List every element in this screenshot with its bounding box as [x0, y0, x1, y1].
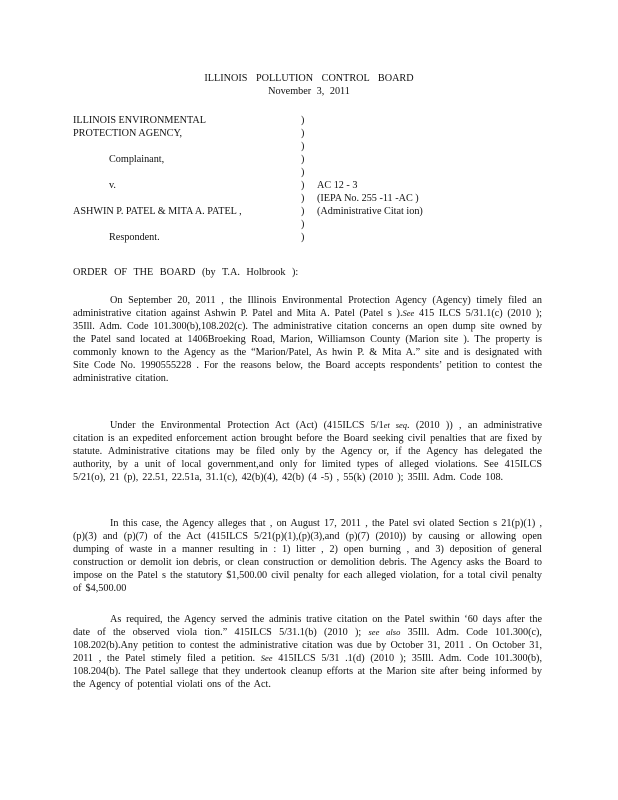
order-date: November 3, 2011 — [268, 86, 350, 97]
caption-line: v. — [109, 180, 116, 191]
caption-paren: ) — [301, 219, 305, 230]
iepa-number: (IEPA No. 255 -11 -AC ) — [317, 193, 419, 204]
paragraph-text: In this case, the Agency alleges that , on August 17, 2011 , the Patel svi olated Section s 21(p)(1) , (p)(3) and (p)(7) of the Act (415ILCS 5/21(p)(1),(p)(3),and (p)(7) (2010)) by causing or allowing open dumping of waste in a manner resulting in : 1) litter , 2) open burning , and 3) deposition of general construction or demolit ion debris, or clean construction or demolition debris. The Agency asks the Board to impose on the Patel s the statutory $1,500.00 civil penalty for each alleged violation, for a total civil penalty of $4,500.00 — [73, 518, 542, 594]
caption-right-line — [317, 140, 547, 153]
caption-right-line — [317, 231, 547, 244]
caption-parties — [73, 114, 298, 244]
caption-paren: ) — [301, 180, 305, 191]
case-caption — [73, 114, 553, 254]
citation-type: (Administrative Citat ion) — [317, 206, 423, 217]
paragraph-1 — [73, 294, 542, 385]
caption-paren: ) — [301, 154, 305, 165]
caption-paren: ) — [301, 115, 305, 126]
paragraph-text: On September 20, 2011 , the Illinois Environmental Protection Agency (Agency) timely filed an administrative citation against Ashwin P. Patel and Mita A. Patel (Patel s ). — [73, 295, 542, 319]
case-number: AC 12 - 3 — [317, 180, 358, 191]
paragraph-text: As required, the Agency served the adminis trative citation on the Patel swithin ‘60 days after the date of the observed viola tion.” 415ILCS 5/31.1(b) (2010 ); — [73, 614, 542, 638]
paragraph-2 — [73, 419, 542, 484]
caption-line: PROTECTION AGENCY, — [73, 128, 183, 139]
caption-line: ILLINOIS ENVIRONMENTAL — [73, 115, 207, 126]
paragraph-text: . (2010 )) , an administrative citation is an expedited enforcement action brought before the Board seeking civil penalties that are fixed by statute. Administrative citations may be filed only by the Agency or, if the Agency has delegated the authority, by a unit of local government,and only for limited types of alleged violations. See 415ILCS 5/21(o), 21 (p), 22.51, 22.51a, 31.1(c), 42(b)(4), 42(b) (4 -5) , 55(k) (2010 ); 35Ill. Adm. Code 108. — [73, 420, 543, 483]
caption-right-line — [317, 166, 547, 179]
board-heading: ILLINOIS POLLUTION CONTROL BOARD — [204, 73, 414, 84]
caption-right-line — [317, 153, 547, 166]
caption-line — [73, 192, 298, 205]
caption-line — [73, 218, 298, 231]
et-seq-signal: et seq — [383, 420, 408, 430]
paragraph-text: 415ILCS 5/31 .1(d) (2010 ); 35Ill. Adm. Code 101.300(b), 108.204(b). The Patel sallege that they undertook cleanup efforts at the Marion site after being informed by the Agency of potential violati ons of the Act. — [73, 653, 542, 690]
caption-line — [73, 140, 298, 153]
caption-line: ASHWIN P. PATEL & MITA A. PATEL , — [73, 206, 242, 217]
order-title: ORDER OF THE BOARD (by T.A. Holbrook ): — [73, 267, 299, 278]
caption-line — [73, 166, 298, 179]
caption-right-line — [317, 218, 547, 231]
caption-case-numbers — [317, 114, 547, 244]
caption-right-line — [317, 114, 547, 127]
caption-line: Complainant, — [109, 154, 165, 165]
see-signal: See — [402, 308, 415, 318]
caption-paren: ) — [301, 167, 305, 178]
paragraph-text: 415 ILCS 5/31.1(c) (2010 ); 35Ill. Adm. Code 101.300(b),108.202(c). The administrative citation concerns an open dump site owned by the Patel sand located at 1406Broeking Road, Marion, Williamson County (Marion site ). The property is commonly known to the Agency as the “Marion/Patel, As hwin P. & Mita A.” site and is designated with Site Code No. 1990555228 . For the reasons below, the Board accepts respondents’ petition to contest the administrative citation. — [73, 308, 542, 384]
paragraph-3 — [73, 517, 542, 595]
caption-paren: ) — [301, 193, 305, 204]
caption-line: Respondent. — [109, 232, 160, 243]
caption-paren: ) — [301, 128, 305, 139]
caption-paren: ) — [301, 206, 305, 217]
caption-right-line — [317, 127, 547, 140]
caption-paren: ) — [301, 232, 305, 243]
paragraph-4 — [73, 613, 542, 691]
see-also-signal: see also — [368, 627, 401, 637]
see-signal: See — [260, 653, 273, 663]
paragraph-text: 35Ill. Adm. Code 101.300(c), 108.202(b).Any petition to contest the administrative citation was due by October 31, 2011 . On October 31, 2011 , the Patel stimely filed a petition. — [73, 627, 542, 664]
caption-paren: ) — [301, 141, 305, 152]
caption-parentheses — [301, 114, 309, 244]
paragraph-text: Under the Environmental Protection Act (Act) (415ILCS 5/1 — [110, 420, 384, 431]
